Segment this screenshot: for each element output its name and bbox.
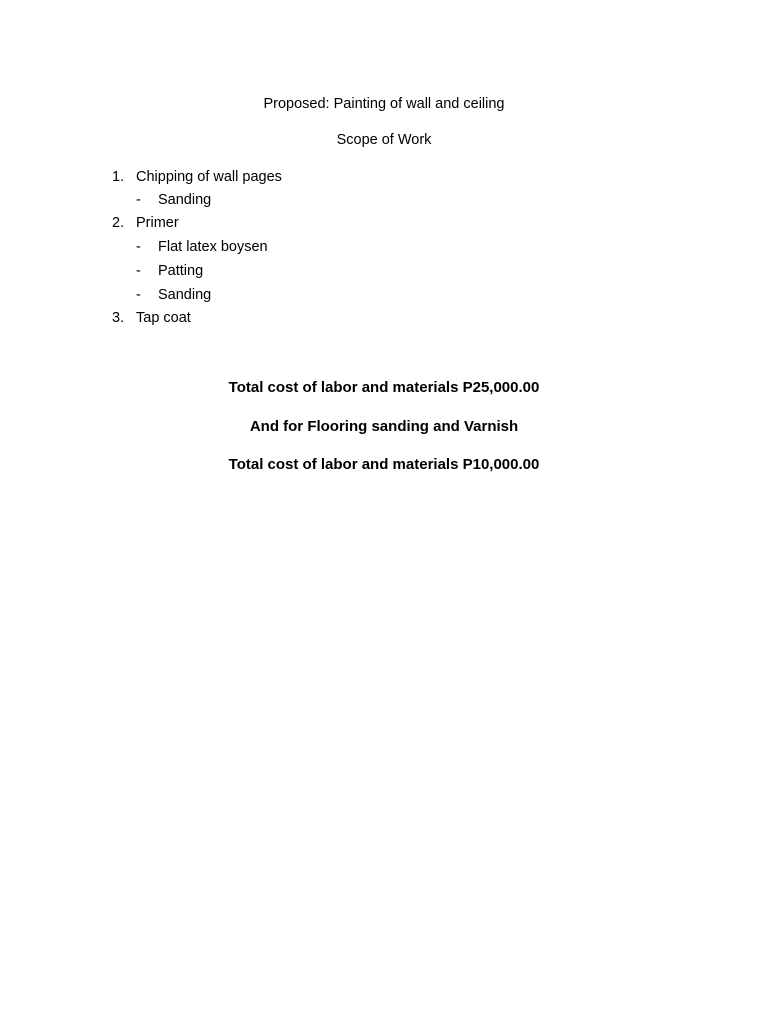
list-number: 1. [112, 169, 125, 185]
document-title: Proposed: Painting of wall and ceiling [263, 96, 505, 112]
scope-heading: Scope of Work [336, 132, 432, 148]
list-number: 2. [112, 215, 125, 231]
list-item-text: Flat latex boysen [158, 239, 268, 255]
flooring-heading: And for Flooring sanding and Varnish [249, 418, 519, 435]
list-bullet: - [136, 239, 141, 255]
total-cost-painting: Total cost of labor and materials P25,000.00 [228, 379, 540, 396]
list-item-text: Sanding [158, 287, 212, 303]
list-item-text: Tap coat [136, 310, 191, 326]
list-item-text: Chipping of wall pages [136, 169, 282, 185]
list-item-text: Primer [136, 215, 179, 231]
total-cost-flooring: Total cost of labor and materials P10,000.00 [228, 456, 540, 473]
list-item-text: Sanding [158, 192, 212, 208]
list-bullet: - [136, 263, 141, 279]
list-item-text: Patting [158, 263, 204, 279]
list-bullet: - [136, 192, 141, 208]
list-bullet: - [136, 287, 141, 303]
list-number: 3. [112, 310, 125, 326]
